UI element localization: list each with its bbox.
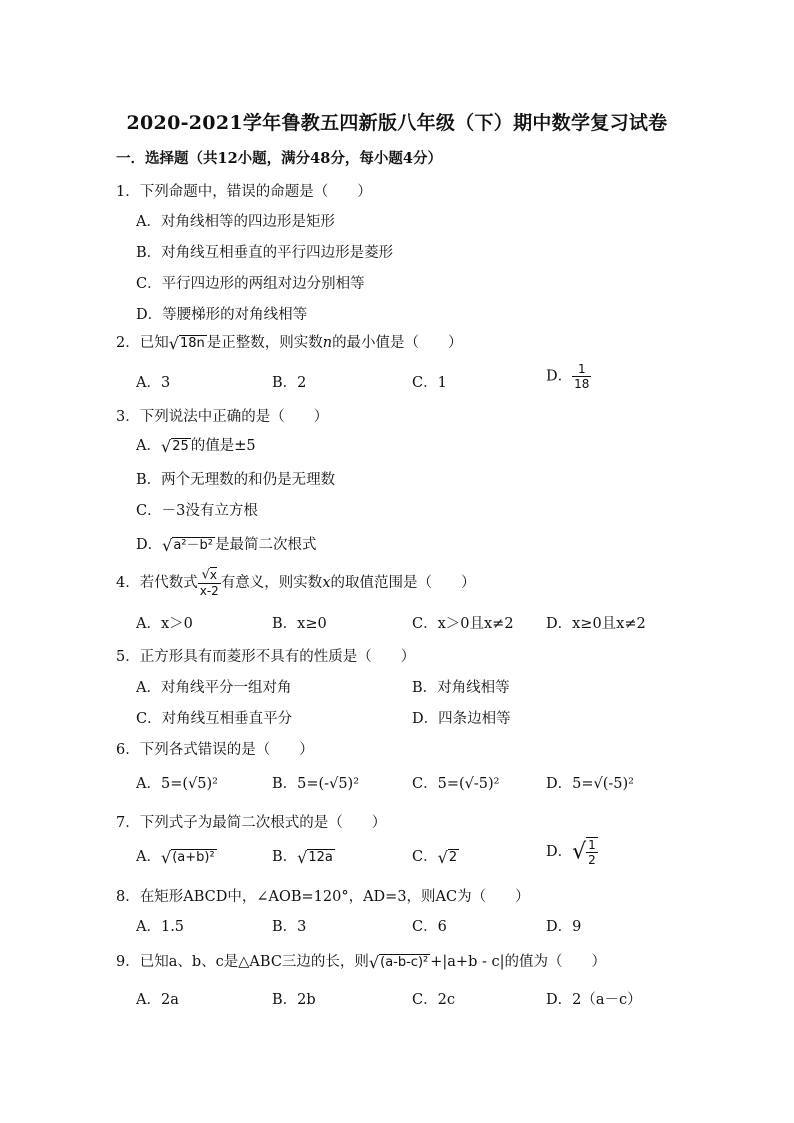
question-8-option-c: C．6 — [412, 919, 447, 935]
question-9-option-c: C．2c — [412, 992, 455, 1008]
radicand: 18n — [179, 335, 205, 351]
radical: √a²－b² — [162, 535, 213, 555]
question-6-option-c: C．5=(√-5)² — [412, 776, 500, 792]
question-8-option-d: D．9 — [546, 919, 582, 935]
question-3-option-b: B．两个无理数的和仍是无理数 — [136, 472, 336, 488]
question-2-post: 的最小值是（ ） — [332, 335, 463, 351]
question-5-option-c: C．对角线互相垂直平分 — [136, 711, 293, 727]
question-2-option-d: D． $\frac{1}{18}$ — [546, 362, 590, 391]
question-4-stem: 4．若代数式 $\frac{√x}{x-2}$ 有意义，则实数x的取值范围是（ ） — [116, 567, 476, 598]
page-title: 2020-2021学年鲁教五四新版八年级（下）期中数学复习试卷 — [126, 112, 668, 134]
question-2-pre: 2．已知 — [116, 335, 169, 351]
question-6-option-a: A．5=(√5)² — [136, 776, 218, 792]
question-3-stem: 3．下列说法中正确的是（ ） — [116, 409, 329, 425]
question-2-option-a: A．3 — [136, 375, 171, 391]
question-7-option-d: D．√ $\frac{1}{2}$ — [546, 838, 596, 867]
question-8-option-b: B．3 — [272, 919, 307, 935]
question-7-option-a: A．√(a+b)² — [136, 847, 215, 867]
question-1-option-a: A．对角线相等的四边形是矩形 — [136, 214, 335, 230]
radical: √18n — [168, 333, 205, 353]
question-1-stem: 1．下列命题中，错误的命题是（ ） — [116, 184, 372, 200]
question-2-option-b: B．2 — [272, 375, 307, 391]
question-4-option-c: C．x＞0且x≠2 — [412, 616, 514, 632]
question-9-stem: 9．已知a、b、c是△ABC三边的长，则√(a-b-c)² +|a+b - c|的值为（ ） — [116, 952, 606, 972]
question-2-mid: 是正整数，则实数 — [206, 335, 323, 351]
question-2-stem — [116, 331, 463, 353]
section-heading: 一．选择题（共12小题，满分48分，每小题4分） — [116, 150, 442, 167]
question-6-option-d: D．5=√(-5)² — [546, 776, 634, 792]
question-5-option-b: B．对角线相等 — [412, 680, 510, 696]
question-7-option-c: C．√2 — [412, 847, 458, 867]
question-8-option-a: A．1.5 — [136, 919, 185, 935]
question-5-option-a: A．对角线平分一组对角 — [136, 680, 292, 696]
question-9-option-d: D．2（a－c） — [546, 992, 642, 1008]
fraction: $\frac{√x}{x-2}$ — [199, 567, 219, 598]
question-5-option-d: D．四条边相等 — [412, 711, 511, 727]
question-4-option-b: B．x≥0 — [272, 616, 327, 632]
radical: √(a-b-c)² — [368, 952, 429, 972]
question-7-stem: 7．下列式子为最简二次根式的是（ ） — [116, 815, 387, 831]
question-2-option-c: C．1 — [412, 375, 447, 391]
question-1-option-b: B．对角线互相垂直的平行四边形是菱形 — [136, 245, 394, 261]
question-2-var: n — [322, 335, 333, 351]
radical: √(a+b)² — [160, 847, 215, 867]
radical: √2 — [437, 847, 458, 867]
question-7-option-b: B．√12a — [272, 847, 333, 867]
question-4-option-d: D．x≥0且x≠2 — [546, 616, 646, 632]
question-6-stem: 6．下列各式错误的是（ ） — [116, 742, 314, 758]
radical: √ $\frac{1}{2}$ — [572, 838, 596, 867]
question-1-option-d: D．等腰梯形的对角线相等 — [136, 307, 308, 323]
question-4-option-a: A．x＞0 — [136, 616, 193, 632]
question-9-option-a: A．2a — [136, 992, 179, 1008]
radical: √12a — [297, 847, 333, 867]
question-9-option-b: B．2b — [272, 992, 316, 1008]
question-6-option-b: B．5=(-√5)² — [272, 776, 360, 792]
question-8-stem: 8．在矩形ABCD中，∠AOB=120°，AD=3，则AC为（ ） — [116, 889, 530, 905]
fraction: $\frac{1}{18}$ — [574, 362, 590, 391]
radical: √25 — [160, 436, 189, 456]
question-5-stem: 5．正方形具有而菱形不具有的性质是（ ） — [116, 649, 416, 665]
question-3-option-c: C．－3没有立方根 — [136, 503, 258, 519]
question-3-option-d: D．√a²－b² 是最简二次根式 — [136, 535, 317, 555]
question-3-option-a: A．√25 的值是±5 — [136, 436, 256, 456]
question-1-option-c: C．平行四边形的两组对边分别相等 — [136, 276, 365, 292]
